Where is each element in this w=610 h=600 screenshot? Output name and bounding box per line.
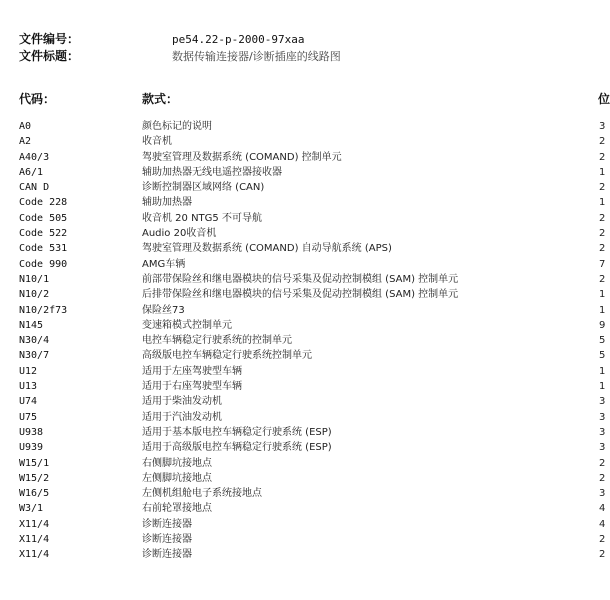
table-row — [19, 486, 606, 501]
position-cell: 3 — [599, 426, 606, 438]
code-cell: W15/2 — [19, 472, 50, 484]
code-cell: N10/2f73 — [19, 304, 68, 316]
code-cell: Code 522 — [19, 228, 68, 240]
table-row — [19, 394, 606, 409]
doc-title-label: 文件标题： — [19, 49, 80, 63]
code-cell: Code 228 — [19, 197, 68, 209]
table-row — [19, 425, 606, 440]
position-cell: 2 — [599, 472, 606, 484]
description-cell: 左侧机组舱电子系统接地点 — [142, 488, 262, 500]
table-row — [19, 165, 606, 180]
description-cell: 辅助加热器无线电遥控器接收器 — [142, 166, 282, 178]
description-cell: 前部带保险丝和继电器模块的信号采集及促动控制模组 (SAM) 控制单元 — [142, 273, 459, 285]
code-cell: A40/3 — [19, 151, 50, 163]
description-cell: 适用于左座驾驶型车辆 — [142, 365, 242, 377]
table-row — [19, 241, 606, 256]
table-row — [19, 257, 606, 272]
code-cell: A0 — [19, 121, 32, 132]
description-cell: 诊断连接器 — [142, 534, 192, 546]
code-cell: U13 — [19, 381, 38, 393]
position-cell: 2 — [599, 549, 606, 561]
position-cell: 2 — [599, 228, 606, 240]
position-column-header: 位 — [598, 92, 610, 106]
description-cell: 适用于右座驾驶型车辆 — [142, 381, 242, 393]
table-row — [19, 364, 606, 379]
position-cell: 2 — [599, 212, 606, 224]
code-cell: N30/7 — [19, 350, 50, 362]
position-cell: 2 — [599, 243, 606, 255]
code-cell: X11/4 — [19, 534, 50, 546]
position-cell: 2 — [599, 136, 606, 148]
code-cell: X11/4 — [19, 549, 50, 561]
code-cell: X11/4 — [19, 518, 50, 530]
position-cell: 1 — [599, 304, 606, 316]
position-cell: 3 — [599, 488, 606, 500]
doc-title-value: 数据传输连接器/诊断插座的线路图 — [172, 50, 341, 63]
description-cell: 驾驶室管理及数据系统 (COMAND) 控制单元 — [142, 151, 342, 163]
code-cell: W3/1 — [19, 503, 44, 515]
position-cell: 5 — [599, 350, 606, 362]
description-cell: AMG车辆 — [142, 258, 186, 270]
description-cell: 诊断连接器 — [142, 518, 192, 530]
description-cell: 适用于柴油发动机 — [142, 396, 222, 408]
table-row — [19, 440, 606, 455]
code-cell: N10/2 — [19, 289, 50, 301]
table-row — [19, 211, 606, 226]
position-cell: 7 — [599, 258, 606, 270]
description-cell: 高级版电控车辆稳定行驶系统控制单元 — [142, 350, 312, 362]
position-cell: 2 — [599, 151, 606, 163]
position-cell: 3 — [599, 411, 606, 423]
description-cell: 辅助加热器 — [142, 197, 192, 209]
position-cell: 3 — [599, 121, 606, 132]
position-cell: 9 — [599, 319, 606, 331]
code-cell: N145 — [19, 319, 44, 331]
table-row — [19, 532, 606, 547]
code-cell: W16/5 — [19, 488, 50, 500]
position-cell: 1 — [599, 365, 606, 377]
position-cell: 2 — [599, 182, 606, 194]
description-cell: 右前轮罩接地点 — [142, 503, 212, 515]
table-row — [19, 517, 606, 532]
description-cell: 适用于汽油发动机 — [142, 411, 222, 423]
description-cell: 适用于高级版电控车辆稳定行驶系统 (ESP) — [142, 442, 332, 454]
table-row — [19, 547, 606, 562]
description-cell: 诊断控制器区域网络 (CAN) — [142, 182, 265, 194]
description-cell: 收音机 20 NTG5 不可导航 — [142, 212, 262, 224]
description-cell: 颜色标记的说明 — [142, 121, 212, 132]
description-cell: Audio 20收音机 — [142, 228, 217, 240]
table-row — [19, 348, 606, 363]
code-cell: Code 990 — [19, 258, 68, 270]
table-row — [19, 410, 606, 425]
code-cell: Code 505 — [19, 212, 68, 224]
table-row — [19, 287, 606, 302]
table-row — [19, 501, 606, 516]
table-row — [19, 318, 606, 333]
code-cell: U939 — [19, 442, 44, 454]
description-cell: 左侧脚坑接地点 — [142, 472, 212, 484]
table-row — [19, 333, 606, 348]
code-cell: A2 — [19, 136, 32, 148]
code-cell: Code 531 — [19, 243, 68, 255]
description-cell: 适用于基本版电控车辆稳定行驶系统 (ESP) — [142, 426, 332, 438]
code-cell: U75 — [19, 411, 38, 423]
doc-number-label: 文件编号： — [19, 32, 80, 46]
description-cell: 诊断连接器 — [142, 549, 192, 561]
position-cell: 2 — [599, 457, 606, 469]
position-cell: 1 — [599, 166, 606, 178]
table-row — [19, 272, 606, 287]
position-cell: 1 — [599, 381, 606, 393]
table-row — [19, 119, 606, 134]
code-cell: N30/4 — [19, 335, 50, 347]
description-cell: 变速箱模式控制单元 — [142, 319, 232, 331]
table-row — [19, 150, 606, 165]
position-cell: 2 — [599, 534, 606, 546]
position-cell: 1 — [599, 289, 606, 301]
description-cell: 右侧脚坑接地点 — [142, 457, 212, 469]
description-cell: 电控车辆稳定行驶系统的控制单元 — [142, 335, 292, 347]
code-cell: W15/1 — [19, 457, 50, 469]
description-cell: 保险丝73 — [142, 304, 185, 316]
doc-number-value: pe54.22-p-2000-97xaa — [172, 33, 305, 46]
table-row — [19, 471, 606, 486]
table-row — [19, 180, 606, 195]
position-cell: 5 — [599, 335, 606, 347]
table-row — [19, 456, 606, 471]
description-cell: 后排带保险丝和继电器模块的信号采集及促动控制模组 (SAM) 控制单元 — [142, 289, 459, 301]
code-cell: A6/1 — [19, 166, 44, 178]
code-cell: U74 — [19, 396, 38, 408]
code-cell: N10/1 — [19, 273, 50, 285]
desc-column-header: 款式： — [142, 92, 179, 106]
table-row — [19, 303, 606, 318]
position-cell: 3 — [599, 396, 606, 408]
description-cell: 驾驶室管理及数据系统 (COMAND) 自动导航系统 (APS) — [142, 243, 392, 255]
position-cell: 3 — [599, 442, 606, 454]
description-cell: 收音机 — [142, 136, 172, 148]
code-cell: U12 — [19, 365, 38, 377]
table-row — [19, 134, 606, 149]
code-cell: U938 — [19, 426, 44, 438]
table-row — [19, 379, 606, 394]
code-column-header: 代码： — [19, 92, 56, 106]
code-cell: CAN D — [19, 182, 50, 194]
position-cell: 1 — [599, 197, 606, 209]
table-row — [19, 226, 606, 241]
position-cell: 4 — [599, 518, 606, 530]
legend-table — [19, 119, 606, 563]
table-row — [19, 195, 606, 210]
position-cell: 4 — [599, 503, 606, 515]
position-cell: 2 — [599, 273, 606, 285]
